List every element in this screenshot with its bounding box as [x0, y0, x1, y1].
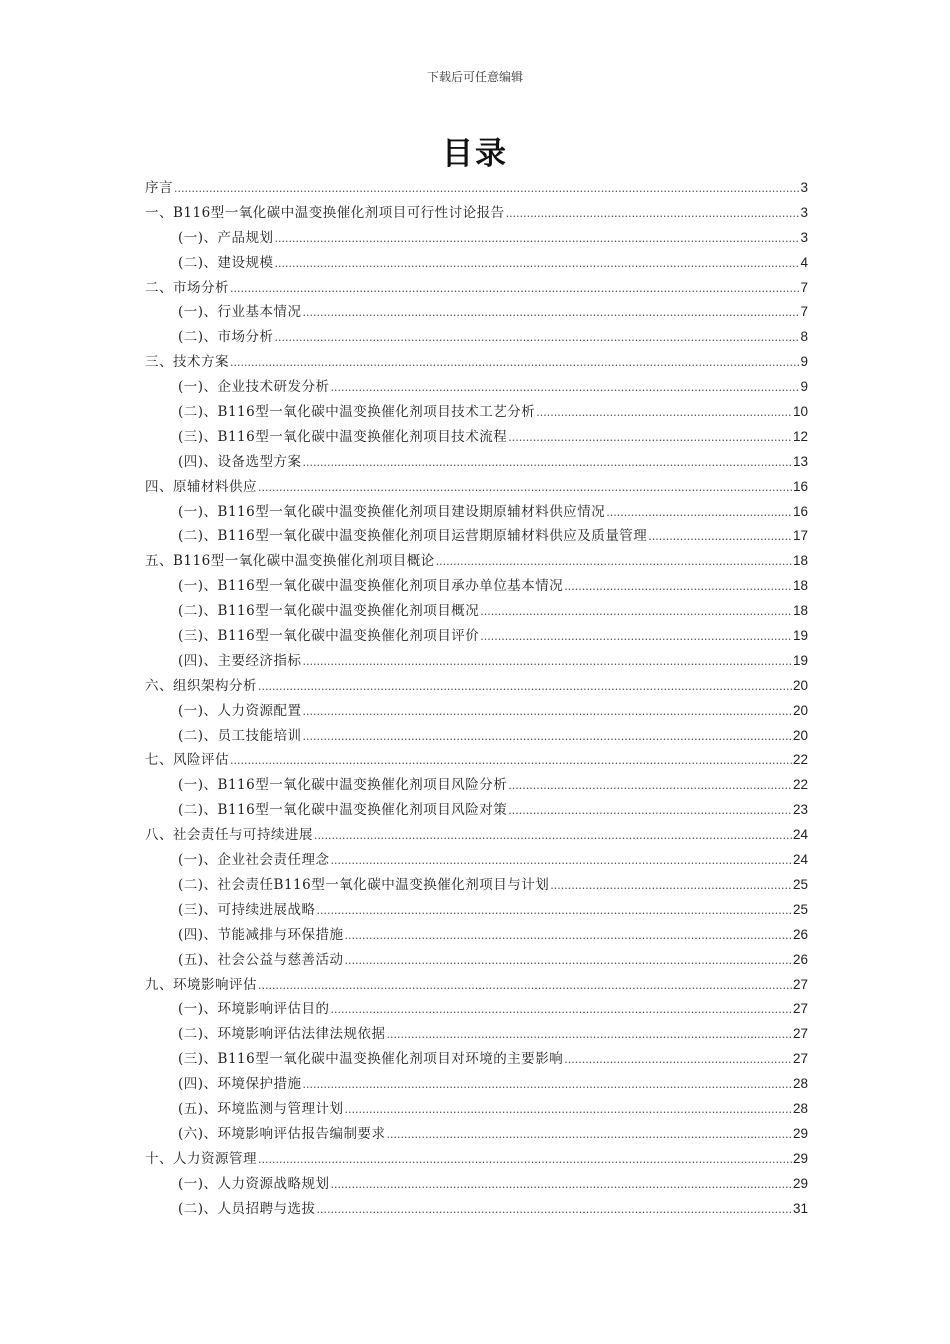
toc-entry-page: 29	[792, 1125, 808, 1141]
toc-entry-label: (二)、人员招聘与选拔	[178, 1200, 316, 1217]
toc-entry[interactable]	[145, 425, 808, 450]
toc-entry-label: (四)、主要经济指标	[178, 652, 302, 669]
toc-dot-leader	[480, 600, 792, 625]
toc-entry-page: 9	[800, 379, 808, 395]
toc-entry-page: 27	[792, 976, 808, 992]
toc-entry[interactable]	[145, 201, 808, 226]
toc-dot-leader	[258, 1148, 792, 1173]
toc-entry[interactable]	[145, 948, 808, 973]
toc-entry-label: 二、市场分析	[145, 279, 229, 296]
toc-entry[interactable]	[145, 251, 808, 276]
toc-dot-leader	[387, 1123, 792, 1148]
toc-entry-label: (三)、B116型一氧化碳中温变换催化剂项目评价	[178, 628, 480, 645]
toc-entry-page: 25	[792, 901, 808, 917]
toc-dot-leader	[258, 476, 792, 501]
toc-entry-label: (四)、节能减排与环保措施	[178, 926, 344, 943]
toc-entry-label: (二)、员工技能培训	[178, 727, 302, 744]
toc-entry-page: 4	[800, 254, 808, 270]
toc-entry-label: (二)、B116型一氧化碳中温变换催化剂项目概况	[178, 603, 480, 620]
toc-entry-page: 28	[792, 1100, 808, 1116]
toc-dot-leader	[387, 1023, 792, 1048]
toc-dot-leader	[331, 376, 800, 401]
toc-entry-label: (四)、环境保护措施	[178, 1076, 302, 1093]
toc-entry[interactable]	[145, 823, 808, 848]
toc-dot-leader	[508, 774, 792, 799]
toc-entry[interactable]	[145, 674, 808, 699]
toc-entry-page: 23	[792, 802, 808, 818]
toc-dot-leader	[303, 301, 800, 326]
toc-entry-label: (三)、B116型一氧化碳中温变换催化剂项目对环境的主要影响	[178, 1051, 564, 1068]
toc-entry-label: (四)、设备选型方案	[178, 453, 302, 470]
toc-dot-leader	[331, 998, 792, 1023]
toc-entry[interactable]	[145, 873, 808, 898]
toc-entry[interactable]	[145, 1172, 808, 1197]
toc-entry-page: 27	[792, 1001, 808, 1017]
toc-entry-label: (三)、可持续进展战略	[178, 901, 316, 918]
toc-entry[interactable]	[145, 350, 808, 375]
toc-dot-leader	[508, 426, 792, 451]
toc-entry-label: 三、技术方案	[145, 354, 229, 371]
toc-dot-leader	[564, 575, 792, 600]
toc-entry[interactable]	[145, 524, 808, 549]
toc-entry[interactable]	[145, 1022, 808, 1047]
toc-entry-page: 3	[800, 180, 808, 195]
toc-dot-leader	[606, 501, 792, 526]
toc-entry[interactable]	[145, 1197, 808, 1222]
toc-entry[interactable]	[145, 375, 808, 400]
toc-dot-leader	[230, 351, 799, 376]
toc-entry-page: 3	[800, 229, 808, 245]
toc-dot-leader	[480, 625, 792, 650]
toc-entry-page: 8	[800, 329, 808, 345]
toc-entry[interactable]	[145, 176, 808, 201]
toc-entry[interactable]	[145, 773, 808, 798]
toc-entry[interactable]	[145, 599, 808, 624]
toc-entry-label: (一)、环境影响评估目的	[178, 1001, 330, 1018]
toc-entry-page: 10	[792, 404, 808, 420]
toc-entry[interactable]	[145, 649, 808, 674]
toc-entry-label: (二)、B116型一氧化碳中温变换催化剂项目运营期原辅材料供应及质量管理	[178, 528, 648, 545]
toc-entry-page: 26	[792, 926, 808, 942]
toc-dot-leader	[564, 1048, 792, 1073]
toc-entry-page: 12	[792, 428, 808, 444]
toc-title: 目录	[442, 136, 508, 172]
toc-entry[interactable]	[145, 1097, 808, 1122]
toc-dot-leader	[303, 725, 792, 750]
toc-entry-page: 19	[792, 628, 808, 644]
toc-entry-label: (二)、B116型一氧化碳中温变换催化剂项目风险对策	[178, 802, 508, 819]
toc-dot-leader	[303, 1073, 792, 1098]
toc-entry-page: 27	[792, 1026, 808, 1042]
toc-entry[interactable]	[145, 848, 808, 873]
toc-dot-leader	[506, 202, 800, 227]
toc-entry[interactable]	[145, 500, 808, 525]
toc-entry[interactable]	[145, 400, 808, 425]
toc-entry[interactable]	[145, 973, 808, 998]
toc-entry-label: (一)、行业基本情况	[178, 304, 302, 321]
toc-entry-label: 八、社会责任与可持续进展	[145, 827, 313, 844]
toc-entry-label: (一)、B116型一氧化碳中温变换催化剂项目建设期原辅材料供应情况	[178, 503, 606, 520]
toc-dot-leader	[174, 177, 799, 202]
toc-dot-leader	[508, 799, 792, 824]
toc-entry-label: 七、风险评估	[145, 752, 229, 769]
toc-entry[interactable]	[145, 276, 808, 301]
toc-entry-label: (二)、市场分析	[178, 329, 274, 346]
toc-entry-page: 27	[792, 1051, 808, 1067]
toc-dot-leader	[331, 849, 792, 874]
toc-entry-label: (六)、环境影响评估报告编制要求	[178, 1125, 386, 1142]
toc-entry[interactable]	[145, 325, 808, 350]
toc-entry-label: (一)、产品规划	[178, 229, 274, 246]
toc-entry-label: (一)、企业社会责任理念	[178, 852, 330, 869]
toc-entry[interactable]	[145, 1047, 808, 1072]
toc-entry-page: 16	[792, 478, 808, 494]
toc-entry-label: (二)、B116型一氧化碳中温变换催化剂项目技术工艺分析	[178, 404, 536, 421]
toc-entry-page: 9	[800, 354, 808, 370]
toc-entry-page: 22	[792, 752, 808, 768]
toc-dot-leader	[317, 1198, 792, 1223]
toc-entry-page: 19	[792, 652, 808, 668]
toc-entry[interactable]	[145, 997, 808, 1022]
toc-entry[interactable]	[145, 798, 808, 823]
toc-entry-label: (一)、人力资源战略规划	[178, 1175, 330, 1192]
toc-entry-page: 28	[792, 1076, 808, 1092]
toc-entry[interactable]	[145, 724, 808, 749]
toc-entry-page: 20	[792, 727, 808, 743]
toc-dot-leader	[331, 1173, 792, 1198]
toc-entry[interactable]	[145, 574, 808, 599]
toc-dot-leader	[314, 824, 792, 849]
toc-entry[interactable]	[145, 1122, 808, 1147]
toc-entry-page: 22	[792, 777, 808, 793]
toc-entry-page: 29	[792, 1175, 808, 1191]
toc-dot-leader	[275, 252, 800, 277]
toc-entry[interactable]	[145, 1072, 808, 1097]
toc-entry[interactable]	[145, 475, 808, 500]
toc-entry-page: 20	[792, 702, 808, 718]
toc-entry-label: (一)、B116型一氧化碳中温变换催化剂项目承办单位基本情况	[178, 578, 564, 595]
toc-entry[interactable]	[145, 226, 808, 251]
toc-entry-label: (一)、B116型一氧化碳中温变换催化剂项目风险分析	[178, 777, 508, 794]
toc-entry[interactable]	[145, 1147, 808, 1172]
toc-entry-label: 四、原辅材料供应	[145, 478, 257, 495]
toc-entry-page: 18	[792, 578, 808, 594]
toc-entry[interactable]	[145, 624, 808, 649]
toc-entry-page: 31	[792, 1200, 808, 1216]
toc-entry-page: 18	[792, 553, 808, 569]
toc-entry-label: (三)、B116型一氧化碳中温变换催化剂项目技术流程	[178, 428, 508, 445]
toc-dot-leader	[550, 874, 792, 899]
toc-entry-label: 九、环境影响评估	[145, 976, 257, 993]
toc-entry[interactable]	[145, 898, 808, 923]
toc-entry[interactable]	[145, 549, 808, 574]
toc-entry-label: (二)、社会责任B116型一氧化碳中温变换催化剂项目与计划	[178, 876, 550, 893]
toc-dot-leader	[648, 525, 792, 550]
toc-dot-leader	[275, 227, 800, 252]
toc-dot-leader	[258, 675, 792, 700]
toc-entry-page: 7	[800, 304, 808, 320]
toc-entry-page: 7	[800, 279, 808, 295]
toc-entry-page: 24	[792, 852, 808, 868]
toc-entry[interactable]	[145, 450, 808, 475]
toc-entry-label: 五、B116型一氧化碳中温变换催化剂项目概论	[145, 553, 435, 570]
toc-dot-leader	[303, 650, 792, 675]
toc-entry-page: 17	[792, 528, 808, 544]
toc-dot-leader	[230, 277, 799, 302]
toc-entry-page: 29	[792, 1150, 808, 1166]
toc-dot-leader	[258, 974, 792, 999]
toc-entry-label: 序言	[145, 180, 173, 196]
toc-entry-label: 一、B116型一氧化碳中温变换催化剂项目可行性讨论报告	[145, 204, 505, 221]
toc-dot-leader	[345, 949, 792, 974]
toc-entry-label: (一)、企业技术研发分析	[178, 379, 330, 396]
toc-dot-leader	[317, 899, 792, 924]
toc-entry-page: 16	[792, 503, 808, 519]
toc-entry[interactable]	[145, 923, 808, 948]
toc-dot-leader	[536, 401, 792, 426]
toc-dot-leader	[303, 700, 792, 725]
toc-entry-label: (五)、社会公益与慈善活动	[178, 951, 344, 968]
toc-entry[interactable]	[145, 300, 808, 325]
toc-entry-label: 十、人力资源管理	[145, 1150, 257, 1167]
toc-entry-label: (五)、环境监测与管理计划	[178, 1100, 344, 1117]
toc-entry-page: 3	[800, 204, 808, 220]
toc-entry-label: (二)、建设规模	[178, 254, 274, 271]
toc-entry-label: (二)、环境影响评估法律法规依据	[178, 1026, 386, 1043]
toc-entry[interactable]	[145, 748, 808, 773]
toc-dot-leader	[436, 550, 792, 575]
header-note: 下载后可任意编辑	[426, 70, 523, 84]
toc-dot-leader	[230, 749, 792, 774]
toc-entry-page: 20	[792, 677, 808, 693]
toc-dot-leader	[345, 1098, 792, 1123]
toc-dot-leader	[275, 326, 800, 351]
toc-entry-page: 25	[792, 876, 808, 892]
toc-entry-page: 13	[792, 453, 808, 469]
table-of-contents	[145, 176, 808, 1221]
toc-entry-label: 六、组织架构分析	[145, 677, 257, 694]
toc-entry[interactable]	[145, 699, 808, 724]
toc-entry-page: 24	[792, 827, 808, 843]
toc-dot-leader	[345, 924, 792, 949]
toc-entry-label: (一)、人力资源配置	[178, 702, 302, 719]
toc-entry-page: 18	[792, 603, 808, 619]
toc-entry-page: 26	[792, 951, 808, 967]
toc-dot-leader	[303, 451, 792, 476]
